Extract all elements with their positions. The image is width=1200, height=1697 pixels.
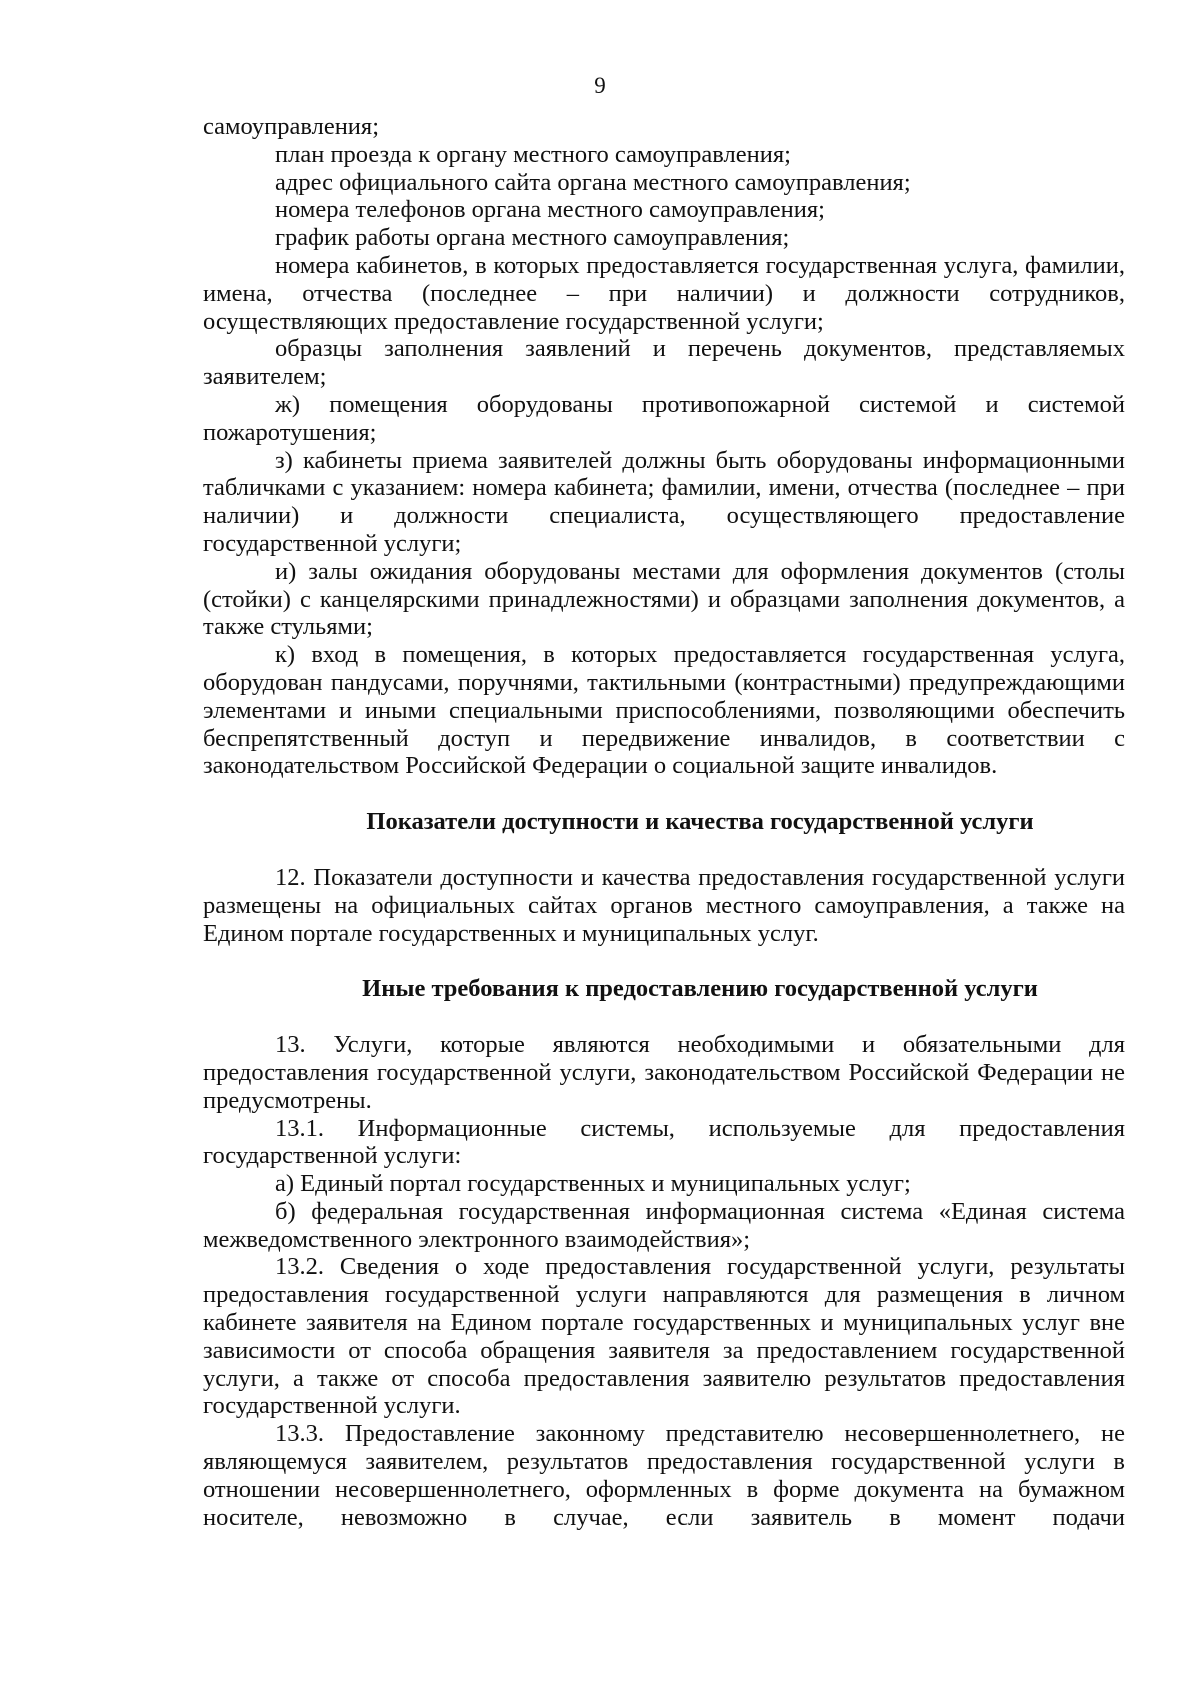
section-premises-requirements (203, 113, 1125, 780)
paragraph: 13.1. Информационные системы, используемые для предоставления государственной услуги: (203, 1114, 1125, 1170)
paragraph: план проезда к органу местного самоуправления; (275, 140, 791, 168)
paragraph: 13.2. Сведения о ходе предоставления государственной услуги, результаты предоставления государственной услуги направляются для размещения в личном кабинете заявителя на Едином портале государственных и муниципальных услуг вне зависимости от способа обращения заявителя за предоставлением государственной услуги, а также от способа предоставления заявителю результатов предоставления государственной услуги. (203, 1253, 1125, 1420)
section-other-requirements (203, 1031, 1125, 1531)
section-heading-accessibility: Показатели доступности и качества государственной услуги (366, 808, 1034, 836)
paragraph: 13.3. Предоставление законному представителю несовершеннолетнего, не являющемуся заявителем, результатов предоставления государственной услуги в отношении несовершеннолетнего, оформленных в форме документа на бумажном носителе, невозможно в случае, если заявитель в момент подачи (203, 1420, 1125, 1531)
paragraph: номера телефонов органа местного самоуправления; (275, 196, 825, 224)
spacer (203, 836, 1125, 864)
paragraph: 12. Показатели доступности и качества предоставления государственной услуги размещены на официальных сайтах органов местного самоуправления, а также на Едином портале государственных и муниципальных услуг. (203, 863, 1125, 947)
paragraph: а) Единый портал государственных и муниципальных услуг; (275, 1170, 911, 1198)
paragraph: з) кабинеты приема заявителей должны быть оборудованы информационными табличками с указанием: номера кабинета; фамилии, имени, отчества (последнее – при наличии) и должности специалиста, осуществляющего предоставление государственной услуги; (203, 446, 1125, 557)
paragraph: адрес официального сайта органа местного самоуправления; (275, 168, 911, 196)
page-number: 9 (594, 73, 606, 98)
paragraph: ж) помещения оборудованы противопожарной системой и системой пожаротушения; (203, 390, 1125, 446)
section-accessibility-indicators (203, 864, 1125, 947)
section-heading-other-requirements: Иные требования к предоставлению государственной услуги (362, 975, 1038, 1003)
paragraph: и) залы ожидания оборудованы местами для оформления документов (столы (стойки) с канцелярскими принадлежностями) и образцами заполнения документов, а также стульями; (203, 557, 1125, 641)
spacer (203, 1003, 1125, 1031)
document-body (203, 113, 1125, 1531)
spacer (203, 947, 1125, 975)
paragraph: к) вход в помещения, в которых предоставляется государственная услуга, оборудован пандусами, поручнями, тактильными (контрастными) предупреждающими элементами и иными специальными приспособлениями, позволяющими обеспечить беспрепятственный доступ и передвижение инвалидов, в соответствии с законодательством Российской Федерации о социальной защите инвалидов. (203, 641, 1125, 780)
paragraph: образцы заполнения заявлений и перечень документов, представляемых заявителем; (203, 335, 1125, 391)
paragraph: график работы органа местного самоуправления; (275, 224, 790, 252)
spacer (203, 780, 1125, 808)
paragraph: 13. Услуги, которые являются необходимыми и обязательными для предоставления государственной услуги, законодательством Российской Федерации не предусмотрены. (203, 1031, 1125, 1114)
paragraph: номера кабинетов, в которых предоставляется государственная услуга, фамилии, имена, отчества (последнее – при наличии) и должности сотрудников, осуществляющих предоставление государственной услуги; (203, 251, 1125, 335)
paragraph: б) федеральная государственная информационная система «Единая система межведомственного электронного взаимодействия»; (203, 1197, 1125, 1253)
paragraph: самоуправления; (203, 113, 379, 140)
